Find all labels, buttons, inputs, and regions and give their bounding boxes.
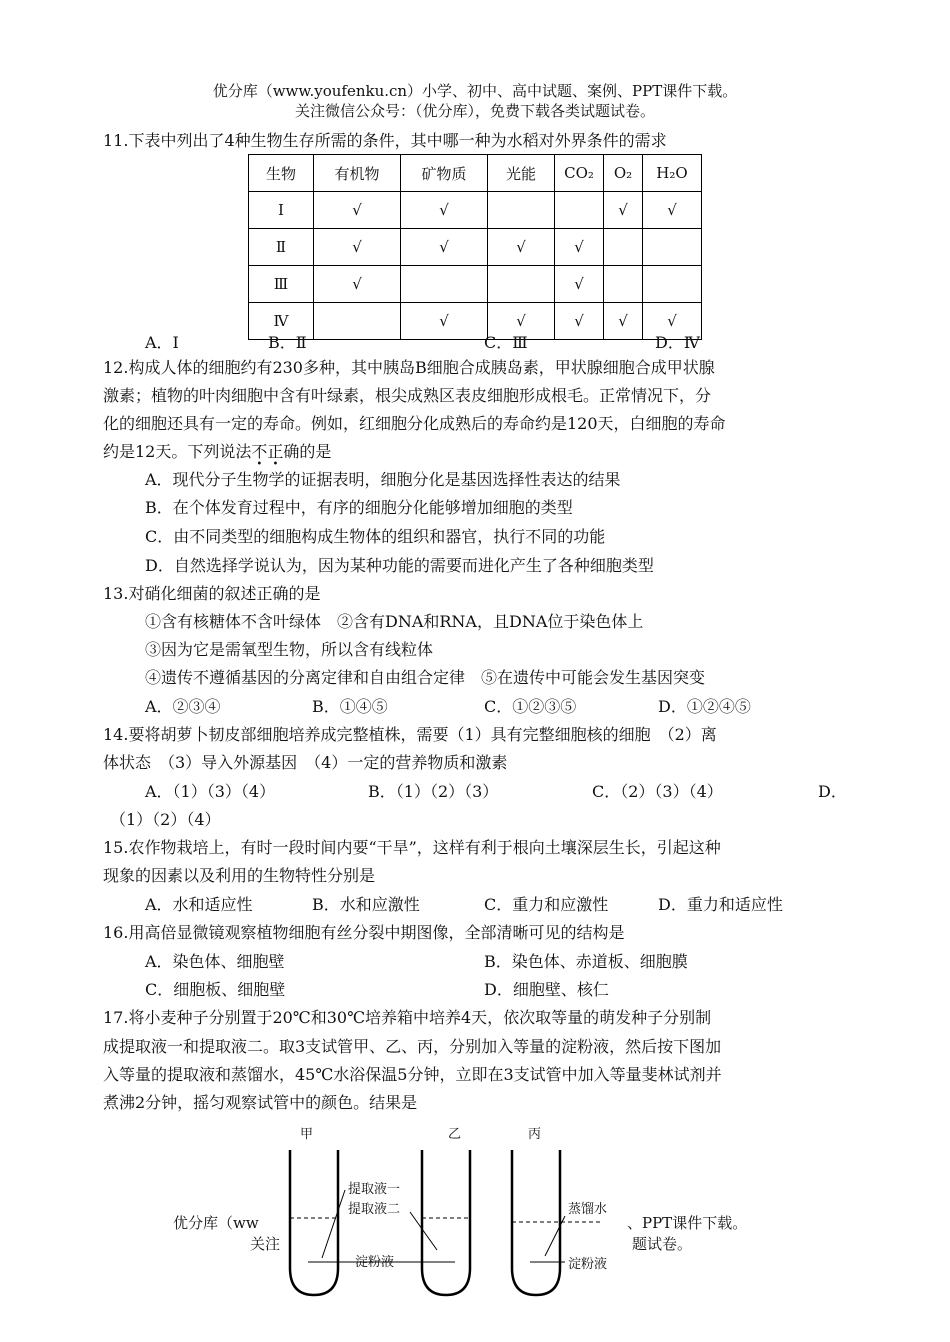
- table-cell: √: [555, 229, 604, 266]
- q12-line-2: 激素；植物的叶肉细胞中含有叶绿素，根尖成熟区表皮细胞形成根毛。正常情况下，分: [103, 386, 712, 405]
- q13-stem: 13.对硝化细菌的叙述正确的是: [103, 584, 321, 603]
- q12-emphasis-1: 不: [251, 442, 268, 461]
- q14-option-d-text: （1）（2）（4）: [110, 810, 221, 829]
- q14-option-a: A．（1）（3）（4）: [145, 782, 276, 801]
- table-header-cell: 有机物: [314, 155, 401, 192]
- table-cell: √: [643, 303, 702, 340]
- q13-option-d: D．①②④⑤: [658, 697, 751, 716]
- table-cell: √: [401, 229, 488, 266]
- table-cell: √: [488, 303, 555, 340]
- q11-option-c: C．Ⅲ: [484, 333, 528, 352]
- table-cell: Ⅱ: [249, 229, 314, 266]
- header-line-2: 关注微信公众号：（优分库），免费下载各类试题试卷。: [294, 102, 655, 120]
- q13-item-1: ①含有核糖体不含叶绿体 ②含有DNA和RNA，且DNA位于染色体上: [145, 612, 644, 631]
- q14-option-d: D．: [818, 782, 847, 801]
- tube-yi: [340, 1150, 470, 1295]
- q13-option-a: A．②③④: [145, 697, 221, 716]
- tube-bing-label-2: 淀粉液: [568, 1257, 608, 1272]
- q14-line-2: 体状态 （3）导入外源基因 （4）一定的营养物质和激素: [103, 753, 508, 772]
- q13-item-3: ④遗传不遵循基因的分离定律和自由组合定律 ⑤在遗传中可能会发生基因突变: [145, 668, 706, 687]
- footer-right-line-2: 题试卷。: [632, 1235, 693, 1253]
- q16-option-a: A．染色体、细胞壁: [145, 952, 285, 971]
- table-cell: Ⅲ: [249, 266, 314, 303]
- q12-line-3: 化的细胞还具有一定的寿命。例如，红细胞分化成熟后的寿命约是120天，白细胞的寿命: [103, 414, 726, 433]
- q16-option-b: B．染色体、赤道板、细胞膜: [484, 952, 688, 971]
- q12-line-1: 12.构成人体的细胞约有230多种，其中胰岛B细胞合成胰岛素，甲状腺细胞合成甲状腺: [103, 358, 715, 377]
- q17-line-4: 煮沸2分钟，摇匀观察试管中的颜色。结果是: [103, 1093, 418, 1112]
- q11-stem: 11.下表中列出了4种生物生存所需的条件，其中哪一种为水稻对外界条件的需求: [103, 131, 667, 150]
- table-cell: √: [555, 303, 604, 340]
- table-header-cell: CO₂: [555, 155, 604, 192]
- tube-yi-label-2: 淀粉液: [355, 1255, 395, 1270]
- tube-jia-label: 提取液一: [348, 1182, 401, 1197]
- table-header-cell: O₂: [604, 155, 643, 192]
- q17-line-3: 入等量的提取液和蒸馏水，45℃水浴保温5分钟，立即在3支试管中加入等量斐林试剂并: [103, 1065, 722, 1084]
- q12-option-a: A．现代分子生物学的证据表明，细胞分化是基因选择性表达的结果: [145, 470, 621, 489]
- q14-option-b: B．（1）（2）（3）: [368, 782, 499, 801]
- q15-line-2: 现象的因素以及利用的生物特性分别是: [103, 866, 376, 885]
- q12-option-b: B．在个体发育过程中，有序的细胞分化能够增加细胞的类型: [145, 498, 573, 517]
- q16-option-d: D．细胞壁、核仁: [484, 980, 609, 999]
- table-header-cell: H₂O: [643, 155, 702, 192]
- footer-left-line-1: 优分库（ww: [173, 1214, 259, 1232]
- tube-jia: [290, 1150, 350, 1295]
- table-header-cell: 矿物质: [401, 155, 488, 192]
- tube-yi-label-1: 提取液二: [348, 1202, 401, 1217]
- table-cell: √: [604, 303, 643, 340]
- tube-bing-label-1: 蒸馏水: [568, 1202, 608, 1217]
- q17-line-1: 17.将小麦种子分别置于20℃和30℃培养箱中培养4天，依次取等量的萌发种子分别制: [103, 1008, 712, 1027]
- q15-line-1: 15.农作物栽培上，有时一段时间内要“干旱”，这样有利于根向土壤深层生长，引起这种: [103, 838, 721, 857]
- q15-option-c: C．重力和应激性: [484, 895, 609, 914]
- footer-right-line-1: 、PPT课件下载。: [627, 1214, 748, 1232]
- q12-line-4-suffix: 确的是: [283, 442, 332, 461]
- q12-option-d: D．自然选择学说认为，因为某种功能的需要而进化产生了各种细胞类型: [145, 556, 654, 575]
- q14-option-c: C．（2）（3）（4）: [592, 782, 723, 801]
- q15-option-b: B．水和应激性: [312, 895, 420, 914]
- q11-option-a: A．Ⅰ: [145, 333, 179, 352]
- table-cell: √: [314, 192, 401, 229]
- label-pointer: [322, 1190, 345, 1258]
- q11-option-d: D．Ⅳ: [655, 333, 700, 352]
- q15-option-d: D．重力和适应性: [658, 895, 783, 914]
- footer-left-line-2: 关注: [250, 1235, 281, 1253]
- table-cell: √: [314, 266, 401, 303]
- table-cell: Ⅳ: [249, 303, 314, 340]
- q15-option-a: A．水和适应性: [145, 895, 253, 914]
- q11-option-b: B．Ⅱ: [268, 333, 307, 352]
- table-cell: √: [604, 192, 643, 229]
- tube-name-yi: 乙: [448, 1127, 462, 1142]
- table-cell: √: [401, 192, 488, 229]
- q13-option-c: C．①②③⑤: [484, 697, 577, 716]
- table-header-cell: 生物: [249, 155, 314, 192]
- tube-bing: [512, 1150, 600, 1295]
- q12-line-4-prefix: 约是12天。下列说法: [103, 442, 252, 461]
- q12-emphasis-2: 正: [267, 442, 284, 461]
- table-cell: √: [401, 303, 488, 340]
- q13-option-b: B．①④⑤: [312, 697, 388, 716]
- table-cell: √: [555, 266, 604, 303]
- tube-outline: [422, 1150, 470, 1295]
- q17-line-2: 成提取液一和提取液二。取3支试管甲、乙、丙，分别加入等量的淀粉液，然后按下图加: [103, 1037, 722, 1056]
- q14-line-1: 14.要将胡萝卜韧皮部细胞培养成完整植株，需要（1）具有完整细胞核的细胞 （2）离: [103, 725, 717, 744]
- q13-item-2: ③因为它是需氧型生物，所以含有线粒体: [145, 640, 434, 659]
- tube-name-bing: 丙: [528, 1127, 542, 1142]
- q12-option-c: C．由不同类型的细胞构成生物体的组织和器官，执行不同的功能: [145, 527, 606, 546]
- table-cell: √: [314, 229, 401, 266]
- table-cell: Ⅰ: [249, 192, 314, 229]
- header-line-1: 优分库（www.youfenku.cn）小学、初中、高中试题、案例、PPT课件下载。: [212, 82, 738, 100]
- table-cell: √: [488, 229, 555, 266]
- q16-option-c: C．细胞板、细胞壁: [145, 980, 286, 999]
- tube-outline: [290, 1150, 338, 1295]
- tube-name-jia: 甲: [300, 1127, 314, 1142]
- table-header-cell: 光能: [488, 155, 555, 192]
- q16-stem: 16.用高倍显微镜观察植物细胞有丝分裂中期图像，全部清晰可见的结构是: [103, 923, 625, 942]
- table-cell: √: [643, 192, 702, 229]
